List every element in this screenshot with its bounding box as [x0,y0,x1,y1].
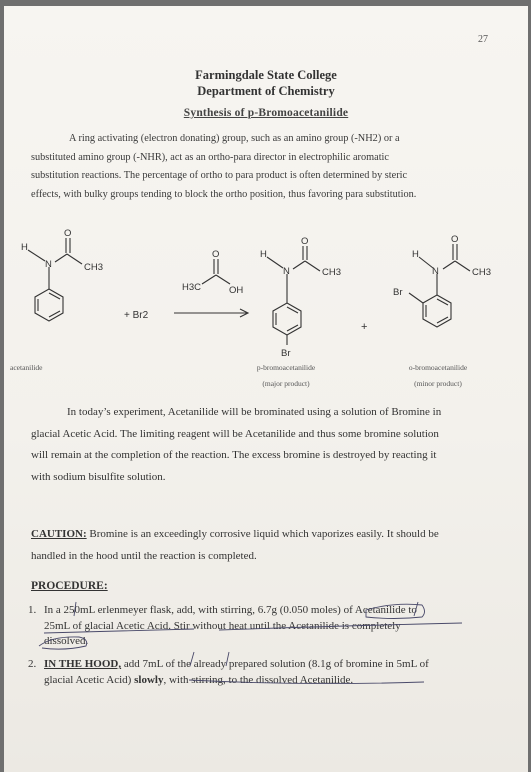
experiment-line-2: glacial Acetic Acid. The limiting reagent will be Acetanilide and thus some bromine solution [31,427,439,440]
step-1-line-1: In a 250mL erlenmeyer flask, add, with stirring, 6.7g (0.050 moles) of Acetanilide to [44,604,417,616]
experiment-line-3: will remain at the completion of the reaction. The excess bromine is destroyed by reacting it [31,449,437,461]
ortho-h-label: H [412,249,419,260]
acetic-acid-h3c-label: H3C [182,282,202,293]
step-2-line-1: add 7mL of the already prepared solution (8.1g of bromine in 5mL of [121,658,429,670]
para-ch3-label: CH3 [322,267,342,278]
acetanilide-n-label: N [45,259,52,270]
ortho-product-caption: o-bromoacetanilide [408,363,468,372]
para-product-caption: p-bromoacetanilide [256,363,316,372]
para-product-note: (major product) [262,379,310,388]
acetic-acid-o-label: O [212,249,220,260]
intro-line-1: A ring activating (electron donating) group, such as an amino group (-NH2) or a [69,133,400,144]
plus-sign: + [361,321,368,333]
caution-label: CAUTION: [31,528,87,540]
para-h-label: H [260,249,267,260]
page-number: 27 [478,34,488,45]
step-2-line-2-post: , with stirring, to the dissolved Acetanilide. [163,673,354,686]
intro-line-2: substituted amino group (-NHR), act as an ortho-para director in electrophilic aromatic [31,151,389,163]
para-br-label: Br [281,348,291,359]
department-name: Department of Chemistry [197,84,335,98]
bromine-reagent-label: + Br2 [124,310,149,321]
step-2-slowly: slowly [134,673,164,686]
pen-annotations [4,6,528,772]
document-page [4,6,528,772]
experiment-title: Synthesis of p-Bromoacetanilide [183,107,349,119]
step-1-number: 1. [28,604,37,616]
acetic-acid-oh-label: OH [229,285,244,296]
ortho-product-note: (minor product) [414,379,462,388]
ortho-ch3-label: CH3 [472,267,492,278]
acetanilide-h-label: H [21,242,28,253]
ortho-n-label: N [432,266,439,277]
para-o-label: O [301,236,309,247]
experiment-line-4: with sodium bisulfite solution. [31,470,166,483]
experiment-line-1: In today’s experiment, Acetanilide will be brominated using a solution of Bromine in [67,406,442,418]
acetanilide-caption: acetanilide [10,363,43,372]
caution-line-2: handled in the hood until the reaction is completed. [31,549,257,562]
caution-line-1: Bromine is an exceedingly corrosive liquid which vaporizes easily. It should be [86,528,439,540]
intro-line-4: effects, with bulky groups tending to block the ortho position, thus favoring para substitution. [31,188,417,200]
intro-line-3: substitution reactions. The percentage of ortho to para product is often determined by steric [31,170,408,181]
step-1-line-3: dissolved. [44,635,89,647]
institution-name: Farmingdale State College [195,68,337,82]
procedure-heading: PROCEDURE: [31,580,108,592]
step-1-line-2: 25mL of glacial Acetic Acid. Stir without heat until the Acetanilide is completely [44,619,401,632]
ortho-o-label: O [451,234,459,245]
para-n-label: N [283,266,290,277]
ortho-br-label: Br [393,287,403,298]
step-2-hood-label: IN THE HOOD, [44,658,122,670]
step-2-number: 2. [28,658,37,670]
step-2-line-2-pre: glacial Acetic Acid) [44,673,135,686]
acetanilide-o-label: O [64,228,72,239]
acetanilide-ch3-label: CH3 [84,262,104,273]
